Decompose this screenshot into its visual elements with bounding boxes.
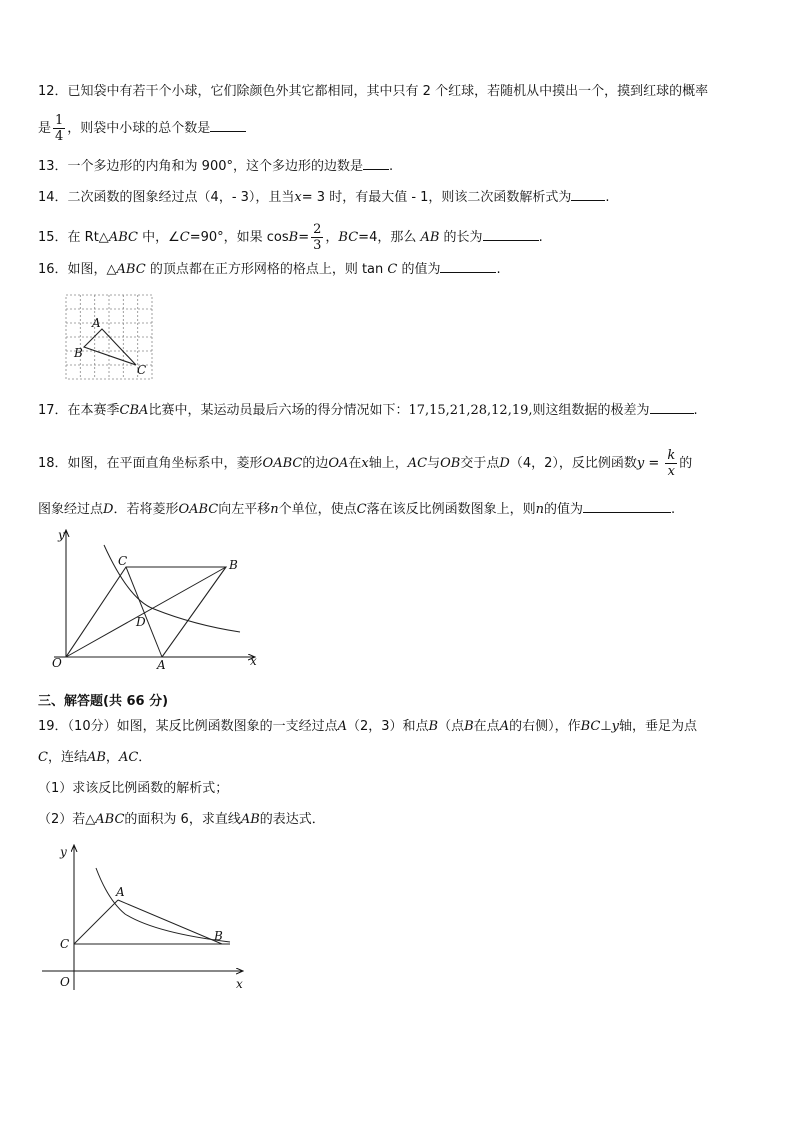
label-o: O bbox=[52, 656, 62, 670]
answer-blank bbox=[571, 186, 605, 201]
label-b: B bbox=[214, 929, 223, 943]
label-b: B bbox=[74, 346, 83, 360]
label-o: O bbox=[60, 975, 70, 989]
segment-ab bbox=[118, 900, 222, 944]
q19-sub2: （2）若△ABC的面积为 6，求直线AB的表达式． bbox=[38, 812, 325, 827]
answer-blank bbox=[210, 117, 246, 132]
answer-blank bbox=[363, 155, 389, 170]
q18-line2: 图象经过点D．若将菱形OABC向左平移n个单位，使点C落在该反比例函数图象上，则n的值为 . bbox=[38, 498, 675, 520]
q14-line: 14．二次函数的图象经过点（4，- 3），且当x= 3 时，有最大值 - 1，则该二次函数解析式为 . bbox=[38, 186, 610, 208]
answer-blank bbox=[650, 399, 694, 414]
label-b: B bbox=[229, 558, 238, 572]
q12-line1: 12．已知袋中有若干个小球，它们除颜色外其它都相同，其中只有 2 个红球，若随机从中摸出一个，摸到红球的概率 bbox=[38, 84, 709, 99]
q18-fraction: $\frac{k}{x}$ bbox=[667, 448, 676, 479]
q16-line: 16．如图，△ABC 的顶点都在正方形网格的格点上，则 tan C 的值为 . bbox=[38, 258, 501, 280]
label-c: C bbox=[118, 554, 128, 568]
segment-ac bbox=[74, 900, 118, 944]
q19-line1: 19．（10分）如图，某反比例函数图象的一支经过点A（2，3）和点B（点B在点A的右侧），作BC⊥y轴，垂足为点 bbox=[38, 719, 698, 734]
q16-grid-figure bbox=[64, 293, 156, 383]
label-a: A bbox=[116, 885, 125, 899]
label-x: x bbox=[250, 654, 257, 668]
section-title: 三、解答题(共 66 分) bbox=[38, 694, 169, 709]
q13-line: 13．一个多边形的内角和为 900°，这个多边形的边数是 . bbox=[38, 155, 393, 177]
q19-line2: C，连结AB，AC． bbox=[38, 750, 152, 765]
diagonal-ob bbox=[66, 567, 226, 657]
q17-line: 17．在本赛季CBA比赛中，某运动员最后六场的得分情况如下：17,15,21,28,12,19,则这组数据的极差为 . bbox=[38, 399, 698, 421]
q15-fraction: $\frac{2}{3}$ bbox=[313, 222, 322, 253]
answer-blank bbox=[483, 226, 539, 241]
q18-line1: 18．如图，在平面直角坐标系中，菱形OABC的边OA在x轴上，AC与OB交于点D（4，2），反比例函数y = $\frac{k}{x}$ 的 bbox=[38, 448, 693, 479]
answer-blank bbox=[583, 498, 671, 513]
q15-line: 15．在 Rt△ABC 中，∠C=90°，如果 cosB= $\frac{2}{3}$ ，BC=4，那么 AB 的长为 . bbox=[38, 222, 543, 253]
label-c: C bbox=[60, 937, 70, 951]
label-c: C bbox=[137, 363, 147, 377]
label-a: A bbox=[157, 658, 166, 672]
q19-figure bbox=[40, 838, 255, 996]
triangle-abc bbox=[84, 329, 136, 365]
hyperbola-curve bbox=[96, 868, 230, 942]
q12-fraction: $\frac{1}{4}$ bbox=[55, 113, 64, 144]
q12-line2: 是 $\frac{1}{4}$ ，则袋中小球的总个数是 bbox=[38, 113, 246, 144]
label-d: D bbox=[136, 615, 146, 629]
label-y: y bbox=[60, 845, 67, 859]
q19-sub1: （1）求该反比例函数的解析式； bbox=[38, 781, 229, 796]
label-x: x bbox=[236, 977, 243, 991]
label-y: y bbox=[58, 528, 65, 542]
diagonal-ac bbox=[126, 567, 162, 657]
answer-blank bbox=[440, 258, 496, 273]
label-a: A bbox=[92, 316, 101, 330]
q18-figure bbox=[44, 525, 264, 673]
